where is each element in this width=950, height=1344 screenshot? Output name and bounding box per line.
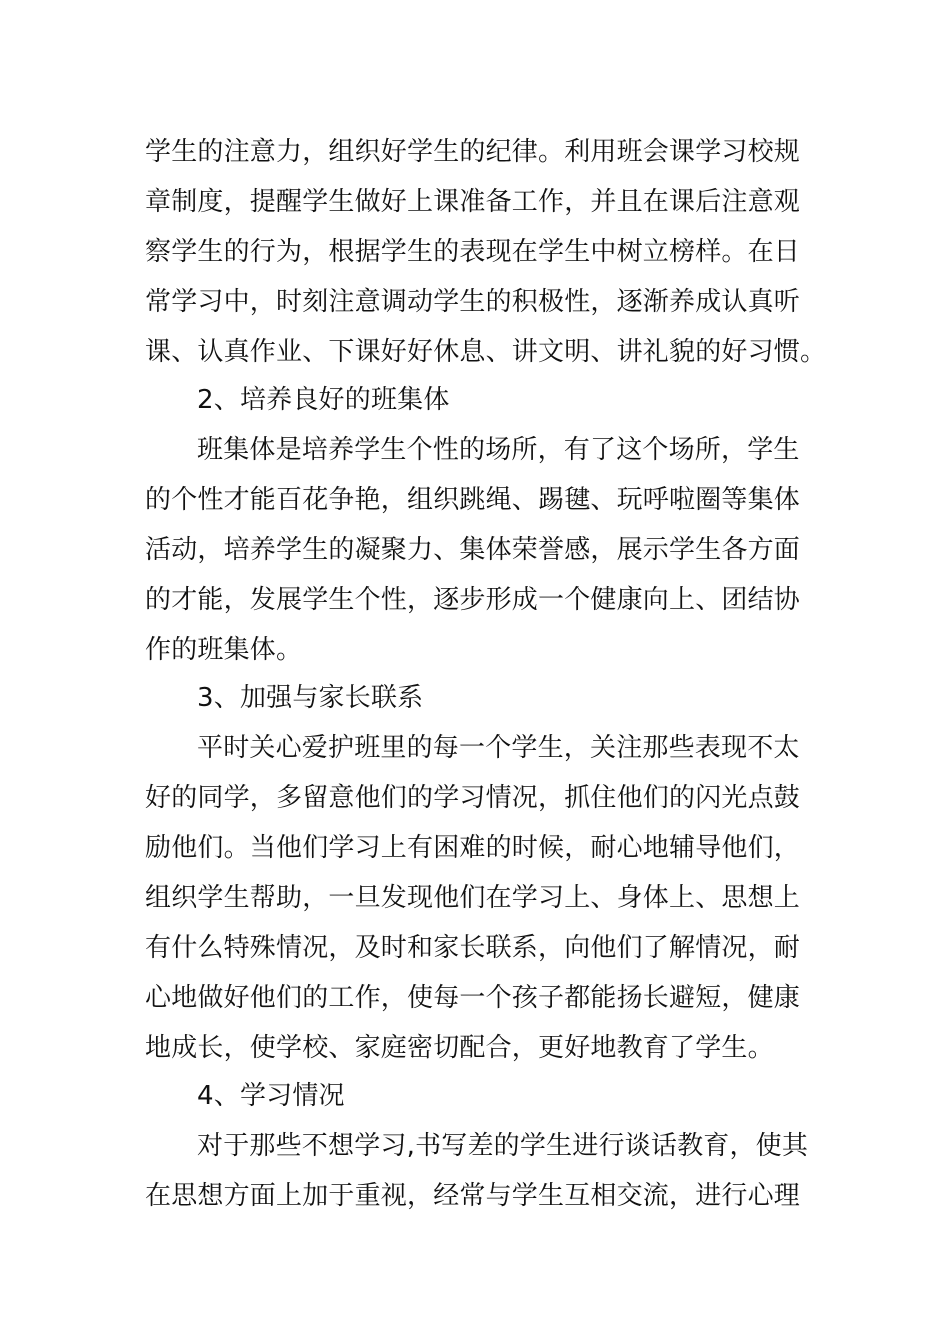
paragraph-first-line: 班集体是培养学生个性的场所，有了这个场所，学生 bbox=[197, 435, 800, 465]
section-heading: 2、培养良好的班集体 bbox=[197, 385, 450, 415]
text-line: 课、认真作业、下课好好休息、讲文明、讲礼貌的好习惯。 bbox=[145, 337, 827, 367]
text-line: 心地做好他们的工作，使每一个孩子都能扬长避短，健康 bbox=[145, 983, 801, 1013]
text-line: 地成长，使学校、家庭密切配合，更好地教育了学生。 bbox=[145, 1033, 774, 1063]
text-line: 有什么特殊情况，及时和家长联系，向他们了解情况，耐 bbox=[145, 933, 801, 963]
text-line: 学生的注意力，组织好学生的纪律。利用班会课学习校规 bbox=[145, 137, 801, 167]
text-line: 章制度，提醒学生做好上课准备工作，并且在课后注意观 bbox=[145, 187, 801, 217]
text-line: 好的同学，多留意他们的学习情况，抓住他们的闪光点鼓 bbox=[145, 783, 801, 813]
text-line: 的才能，发展学生个性，逐步形成一个健康向上、团结协 bbox=[145, 585, 801, 615]
text-line: 察学生的行为，根据学生的表现在学生中树立榜样。在日 bbox=[145, 237, 801, 267]
paragraph-first-line: 对于那些不想学习,书写差的学生进行谈话教育，使其 bbox=[197, 1131, 809, 1161]
text-line: 常学习中，时刻注意调动学生的积极性，逐渐养成认真听 bbox=[145, 287, 801, 317]
text-line: 组织学生帮助，一旦发现他们在学习上、身体上、思想上 bbox=[145, 883, 801, 913]
paragraph-first-line: 平时关心爱护班里的每一个学生，关注那些表现不太 bbox=[197, 733, 800, 763]
text-line: 活动，培养学生的凝聚力、集体荣誉感，展示学生各方面 bbox=[145, 535, 801, 565]
section-heading: 3、加强与家长联系 bbox=[197, 683, 424, 713]
text-line: 在思想方面上加于重视，经常与学生互相交流，进行心理 bbox=[145, 1181, 801, 1211]
section-heading: 4、学习情况 bbox=[197, 1081, 345, 1111]
text-line: 励他们。当他们学习上有困难的时候，耐心地辅导他们， bbox=[145, 833, 801, 863]
text-line: 作的班集体。 bbox=[145, 635, 303, 665]
text-line: 的个性才能百花争艳，组织跳绳、踢毽、玩呼啦圈等集体 bbox=[145, 485, 801, 515]
